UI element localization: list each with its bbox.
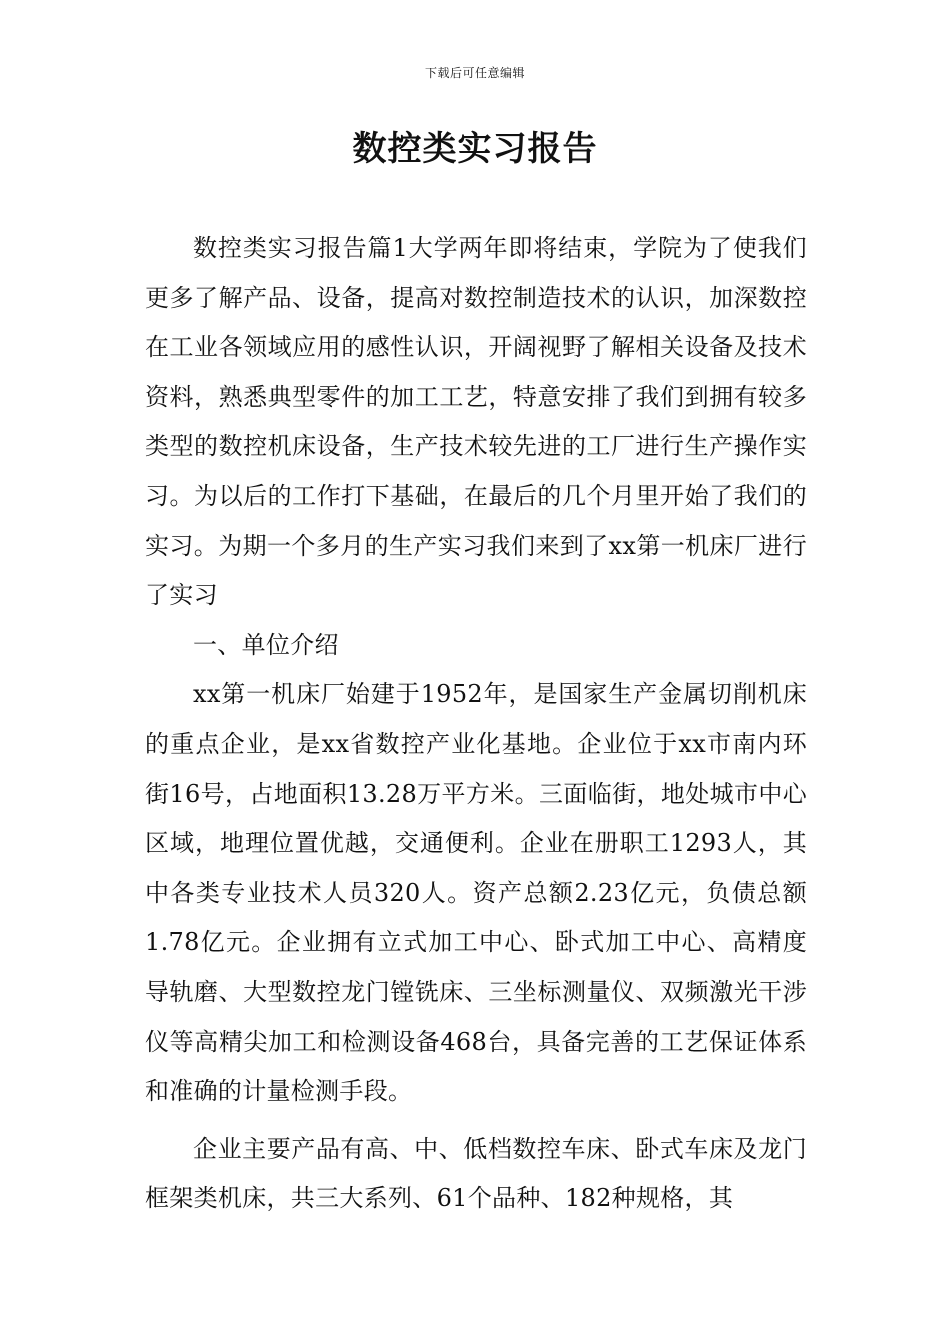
header-note: 下载后可任意编辑 bbox=[424, 66, 525, 80]
paragraph-products: 企业主要产品有高、中、低档数控车床、卧式车床及龙门框架类机床，共三大系列、61个品种、182种规格，其 bbox=[145, 1134, 807, 1213]
paragraph-intro: 数控类实习报告篇1大学两年即将结束，学院为了使我们更多了解产品、设备，提高对数控制造技术的认识，加深数控在工业各领域应用的感性认识，开阔视野了解相关设备及技术资料，熟悉典型零件的加工工艺，特意安排了我们到拥有较多类型的数控机床设备，生产技术较先进的工厂进行生产操作实习。为以后的工作打下基础，在最后的几个月里开始了我们的实习。为期一个多月的生产实习我们来到了xx第一机床厂进行了实习 bbox=[145, 234, 807, 610]
document-body bbox=[145, 224, 807, 1224]
section-heading-unit-intro: 一、单位介绍 bbox=[193, 630, 339, 659]
document-title: 数控类实习报告 bbox=[352, 129, 598, 169]
paragraph-company: xx第一机床厂始建于1952年，是国家生产金属切削机床的重点企业，是xx省数控产业化基地。企业位于xx市南内环街16号，占地面积13.28万平方米。三面临街，地处城市中心区域，地理位置优越，交通便利。企业在册职工1293人，其中各类专业技术人员320人。资产总额2.23亿元，负债总额1.78亿元。企业拥有立式加工中心、卧式加工中心、高精度导轨磨、大型数控龙门镗铣床、三坐标测量仪、双频激光干涉仪等高精尖加工和检测设备468台，具备完善的工艺保证体系和准确的计量检测手段。 bbox=[145, 680, 807, 1106]
